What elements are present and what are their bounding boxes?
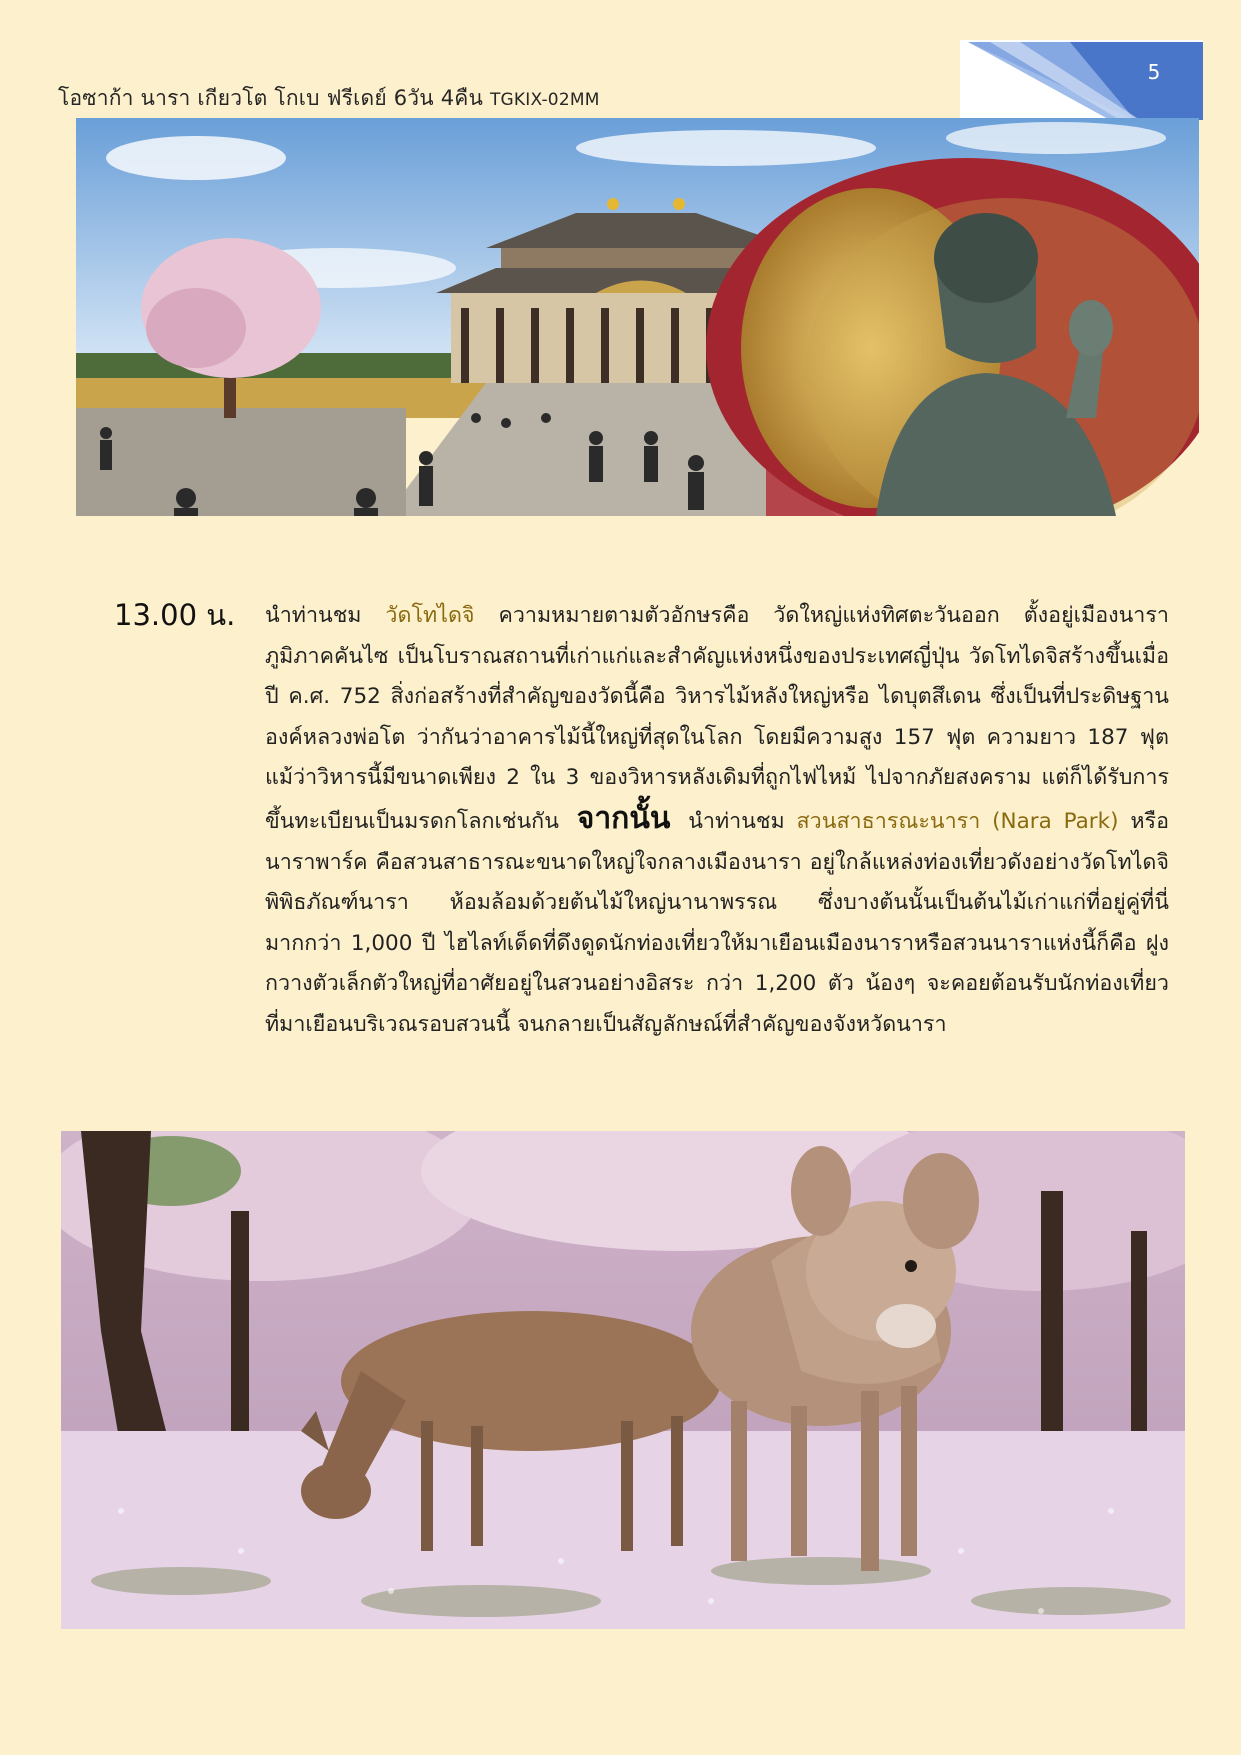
place-nara-park: สวนสาธารณะนารา (Nara Park) xyxy=(796,808,1119,834)
tour-title: โอซาก้า นารา เกียวโต โกเบ ฟรีเดย์ 6วัน 4คืน xyxy=(58,86,484,110)
document-header xyxy=(58,82,600,115)
connector-word: จากนั้น xyxy=(576,800,671,836)
description-intro: นำท่านชม xyxy=(265,603,386,628)
place-todaiji: วัดโทไดจิ xyxy=(385,603,475,628)
page-number: 5 xyxy=(1147,60,1161,84)
itinerary-description xyxy=(265,596,1169,1046)
description-transition: นำท่านชม xyxy=(676,808,797,834)
todaiji-photo xyxy=(76,118,1199,516)
nara-park-description: หรือ นาราพาร์ค คือสวนสาธารณะขนาดใหญ่ใจกลางเมืองนารา อยู่ใกล้แหล่งท่องเที่ยวดังอย่างวัดโทไดจิ พิพิธภัณฑ์นารา ห้อมล้อมด้วยต้นไม้ใหญ่นานาพรรณ ซึ่งบางต้นนั้นเป็นต้นไม้เก่าแก่ที่อยู่คู่ที่นี่มากกว่า 1,000 ปี ไฮไลท์เด็ดที่ดึงดูดนักท่องเที่ยวให้มาเยือนเมืองนาราหรือสวนนาราแห่งนี้ก็คือ ฝูงกวางตัวเล็กตัวใหญ่ที่อาศัยอยู่ในสวนอย่างอิสระ กว่า 1,200 ตัว น้องๆ จะคอยต้อนรับนักท่องเที่ยวที่มาเยือนบริเวณรอบสวนนี้ จนกลายเป็นสัญลักษณ์ที่สำคัญของจังหวัดนารา xyxy=(265,808,1169,1037)
todaiji-description: ความหมายตามตัวอักษรคือ วัดใหญ่แห่งทิศตะวันออก ตั้งอยู่เมืองนารา ภูมิภาคคันไซ เป็นโบราณสถานที่เก่าแก่และสำคัญแห่งหนึ่งของประเทศญี่ปุ่น วัดโทไดจิสร้างขึ้นเมื่อปี ค.ศ. 752 สิ่งก่อสร้างที่สำคัญของวัดนี้คือ วิหารไม้หลังใหญ่หรือ ไดบุตสึเดน ซึ่งเป็นที่ประดิษฐานองค์หลวงพ่อโต ว่ากันว่าอาคารไม้นี้ใหญ่ที่สุดในโลก โดยมีความสูง 157 ฟุต ความยาว 187 ฟุต แม้ว่าวิหารนี้มีขนาดเพียง 2 ใน 3 ของวิหารหลังเดิมที่ถูกไฟไหม้ ไปจากภัยสงคราม แต่ก็ได้รับการขึ้นทะเบียนเป็นมรดกโลกเช่นกัน xyxy=(265,603,1169,834)
nara-deer-photo xyxy=(61,1131,1185,1629)
tour-code: TGKIX-02MM xyxy=(489,90,600,110)
itinerary-time: 13.00 น. xyxy=(114,598,236,632)
